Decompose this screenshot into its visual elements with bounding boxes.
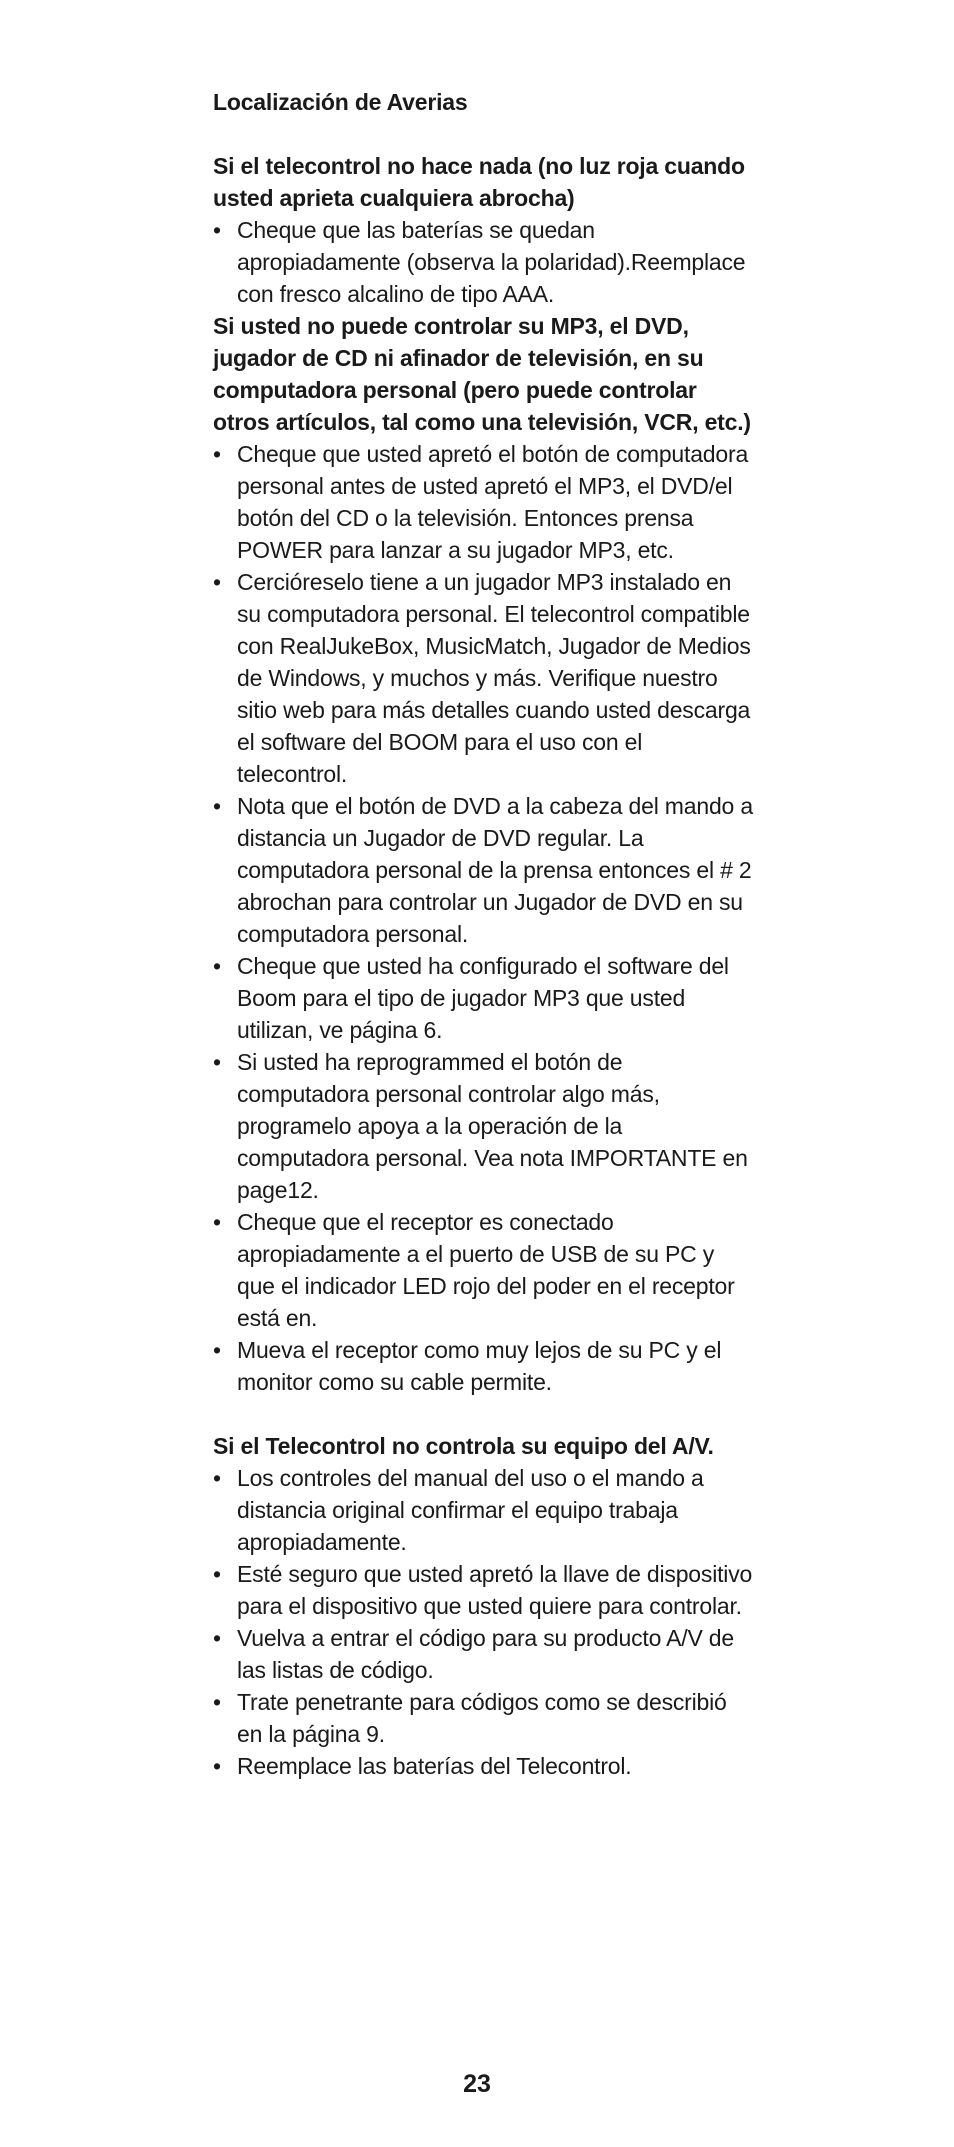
section-av-equipment [213,1430,753,1782]
list-item [213,1334,753,1398]
section-no-red-light [213,150,753,310]
list-item-text: Cheque que el receptor es conectado apropiadamente a el puerto de USB de su PC y que el indicador LED rojo del poder en el receptor está en. [237,1209,735,1331]
list-item-text: Trate penetrante para códigos como se describió en la página 9. [237,1689,727,1747]
list-item [213,1206,753,1334]
bullet-icon: • [213,793,221,819]
bullet-icon: • [213,1337,221,1363]
list-item-text: Nota que el botón de DVD a la cabeza del mando a distancia un Jugador de DVD regular. La computadora personal de la prensa entonces el # 2 abrochan para controlar un Jugador de DVD en su computadora personal. [237,793,753,947]
section-heading: Si usted no puede controlar su MP3, el DVD, jugador de CD ni afinador de televisión, en su computadora personal (pero puede controlar otros artículos, tal como una televisión, VCR, etc.) [213,313,751,435]
list-item [213,1046,753,1206]
section-heading: Si el Telecontrol no controla su equipo del A/V. [213,1433,714,1459]
list-item-text: Cercióreselo tiene a un jugador MP3 instalado en su computadora personal. El telecontrol compatible con RealJukeBox, MusicMatch, Jugador de Medios de Windows, y muchos y más. Verifique nuestro sitio web para más detalles cuando usted descarga el software del BOOM para el uso con el telecontrol. [237,569,751,787]
section-spacer [213,1398,753,1430]
bullet-icon: • [213,1209,221,1235]
list-item [213,1558,753,1622]
section-cannot-control-pc [213,310,753,1398]
bullet-icon: • [213,441,221,467]
list-item [213,214,753,310]
list-item-text: Reemplace las baterías del Telecontrol. [237,1753,632,1779]
list-item [213,950,753,1046]
list-item [213,1686,753,1750]
list-item [213,438,753,566]
list-item-text: Esté seguro que usted apretó la llave de dispositivo para el dispositivo que usted quiere para controlar. [237,1561,753,1619]
list-item-text: Cheque que usted ha configurado el software del Boom para el tipo de jugador MP3 que usted utilizan, ve página 6. [237,953,729,1043]
list-item [213,790,753,950]
page-title: Localización de Averias [213,89,468,115]
bullet-list [213,438,753,1398]
document-page [213,86,753,1782]
bullet-icon: • [213,1465,221,1491]
list-item [213,1750,753,1782]
bullet-icon: • [213,1753,221,1779]
bullet-icon: • [213,1625,221,1651]
bullet-icon: • [213,1049,221,1075]
list-item-text: Cheque que usted apretó el botón de computadora personal antes de usted apretó el MP3, el DVD/el botón del CD o la televisión. Entonces prensa POWER para lanzar a su jugador MP3, etc. [237,441,749,563]
list-item [213,1622,753,1686]
list-item-text: Los controles del manual del uso o el mando a distancia original confirmar el equipo trabaja apropiadamente. [237,1465,704,1555]
list-item [213,1462,753,1558]
section-heading: Si el telecontrol no hace nada (no luz roja cuando usted aprieta cualquiera abrocha) [213,153,745,211]
page-number: 23 [463,2070,491,2098]
bullet-icon: • [213,569,221,595]
list-item-text: Si usted ha reprogrammed el botón de computadora personal controlar algo más, programelo apoya a la operación de la computadora personal. Vea nota IMPORTANTE en page12. [237,1049,748,1203]
list-item-text: Cheque que las baterías se quedan apropiadamente (observa la polaridad).Reemplace con fresco alcalino de tipo AAA. [237,217,746,307]
bullet-icon: • [213,217,221,243]
bullet-icon: • [213,953,221,979]
bullet-list [213,214,753,310]
bullet-list [213,1462,753,1782]
list-item [213,566,753,790]
bullet-icon: • [213,1561,221,1587]
list-item-text: Mueva el receptor como muy lejos de su PC y el monitor como su cable permite. [237,1337,722,1395]
list-item-text: Vuelva a entrar el código para su producto A/V de las listas de código. [237,1625,734,1683]
bullet-icon: • [213,1689,221,1715]
